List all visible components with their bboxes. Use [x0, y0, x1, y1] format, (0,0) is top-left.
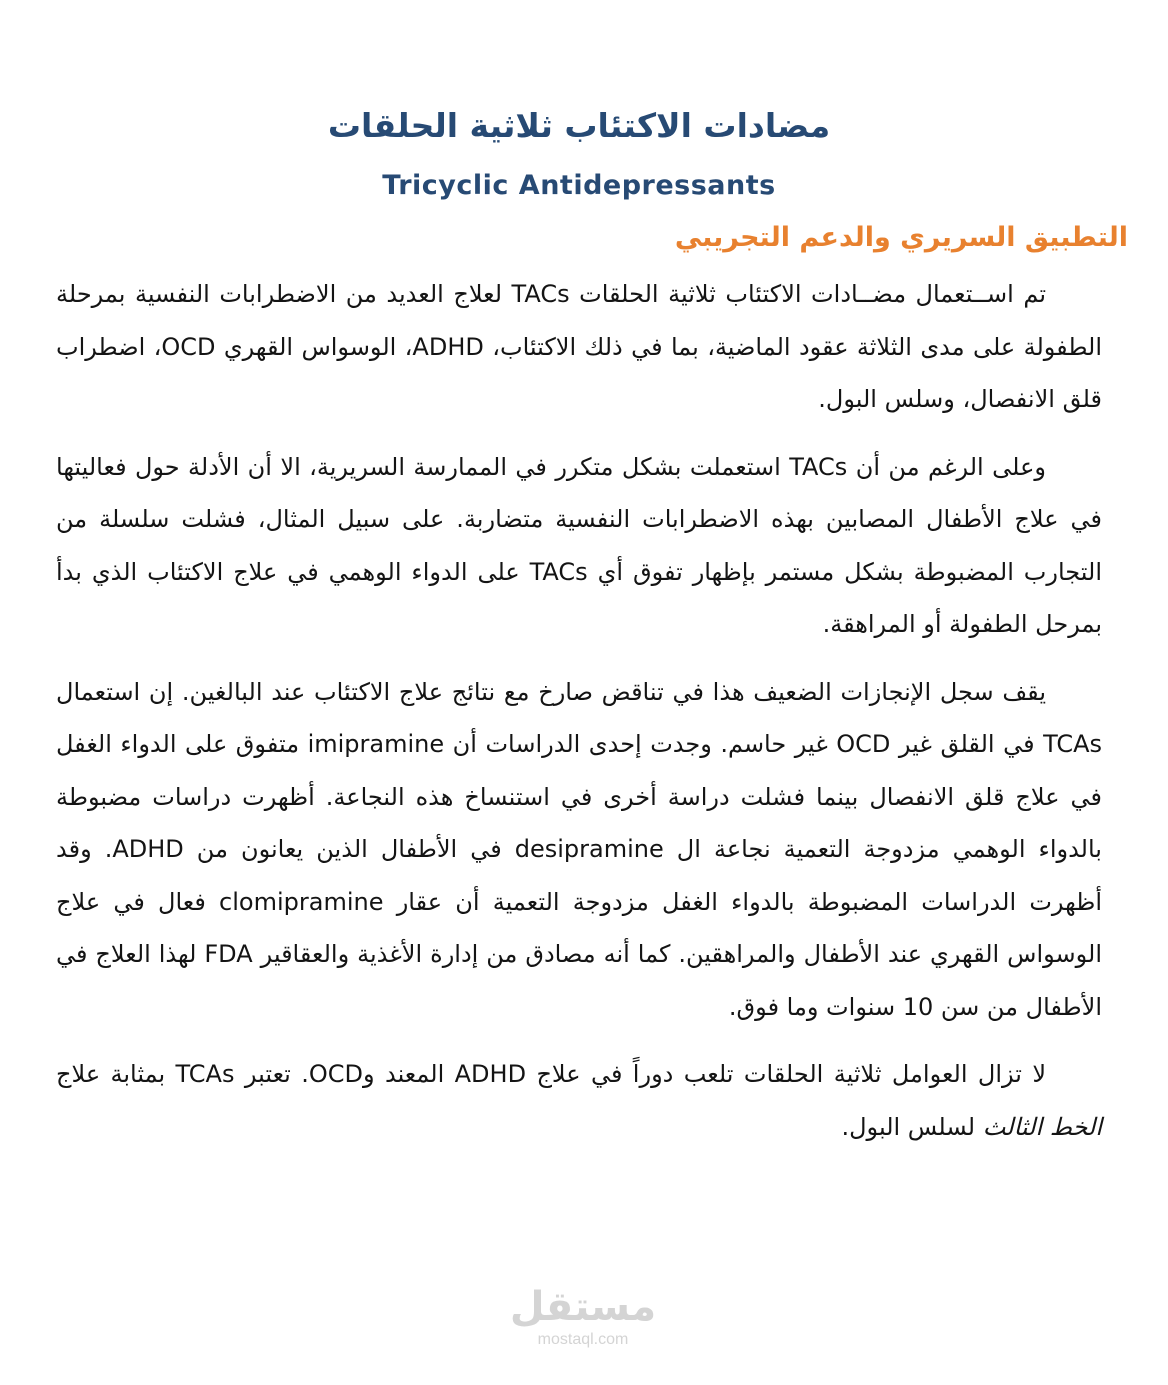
- page-title-english: Tricyclic Antidepressants: [382, 170, 776, 201]
- document-page: [56, 96, 1128, 1168]
- paragraph-4-text-end: لسلس البول.: [841, 1112, 983, 1141]
- watermark-arabic-text: مستقل: [509, 1284, 657, 1330]
- section-heading: التطبيق السريري والدعم التجريبي: [674, 222, 1128, 253]
- paragraph-2: وعلى الرغم من أن TACs استعملت بشكل متكرر في الممارسة السريرية، الا أن الأدلة حول فعاليتها في علاج الأطفال المصابين بهذه الاضطرابات النفسية متضاربة. على سبيل المثال، فشلت سلسلة من التجارب المضبوطة بشكل مستمر بإظهار تفوق أي TACs على الدواء الوهمي في علاج الاكتئاب الذي بدأ بمرحل الطفولة أو المراهقة.: [56, 452, 1102, 638]
- paragraph-4-italic-text: الخط الثالث: [982, 1112, 1102, 1141]
- paragraph-4: [56, 1048, 1102, 1153]
- paragraph-1: تم اســتعمال مضــادات الاكتئاب ثلاثية الحلقات TACs لعلاج العديد من الاضطرابات النفسية بمرحلة الطفولة على مدى الثلاثة عقود الماضية، بما في ذلك الاكتئاب، ADHD، الوسواس القهري OCD، اضطراب قلق الانفصال، وسلس البول.: [56, 280, 1102, 413]
- page-title-arabic: مضادات الاكتئاب ثلاثية الحلقات: [327, 106, 831, 145]
- paragraph-3: يقف سجل الإنجازات الضعيف هذا في تناقض صارخ مع نتائج علاج الاكتئاب عند البالغين. إن استعمال TCAs في القلق غير OCD غير حاسم. وجدت إحدى الدراسات أن imipramine متفوق على الدواء الغفل في علاج قلق الانفصال بينما فشلت دراسة أخرى في استنساخ هذه النجاعة. أظهرت دراسات مضبوطة بالدواء الوهمي مزدوجة التعمية نجاعة ال desipramine في الأطفال الذين يعانون من ADHD. وقد أظهرت الدراسات المضبوطة بالدواء الغفل مزدوجة التعمية أن عقار clomipramine فعال في علاج الوسواس القهري عند الأطفال والمراهقين. كما أنه مصادق من إدارة الأغذية والعقاقير FDA لهذا العلاج في الأطفال من سن 10 سنوات وما فوق.: [56, 677, 1103, 1021]
- watermark-latin-text: mostaql.com: [537, 1331, 629, 1348]
- paragraph-4-text-start: لا تزال العوامل ثلاثية الحلقات تلعب دوراً في علاج ADHD المعند وOCD. تعتبر TCAs بمثابة علاج: [56, 1060, 1047, 1088]
- mostaql-watermark-logo: [508, 1284, 658, 1350]
